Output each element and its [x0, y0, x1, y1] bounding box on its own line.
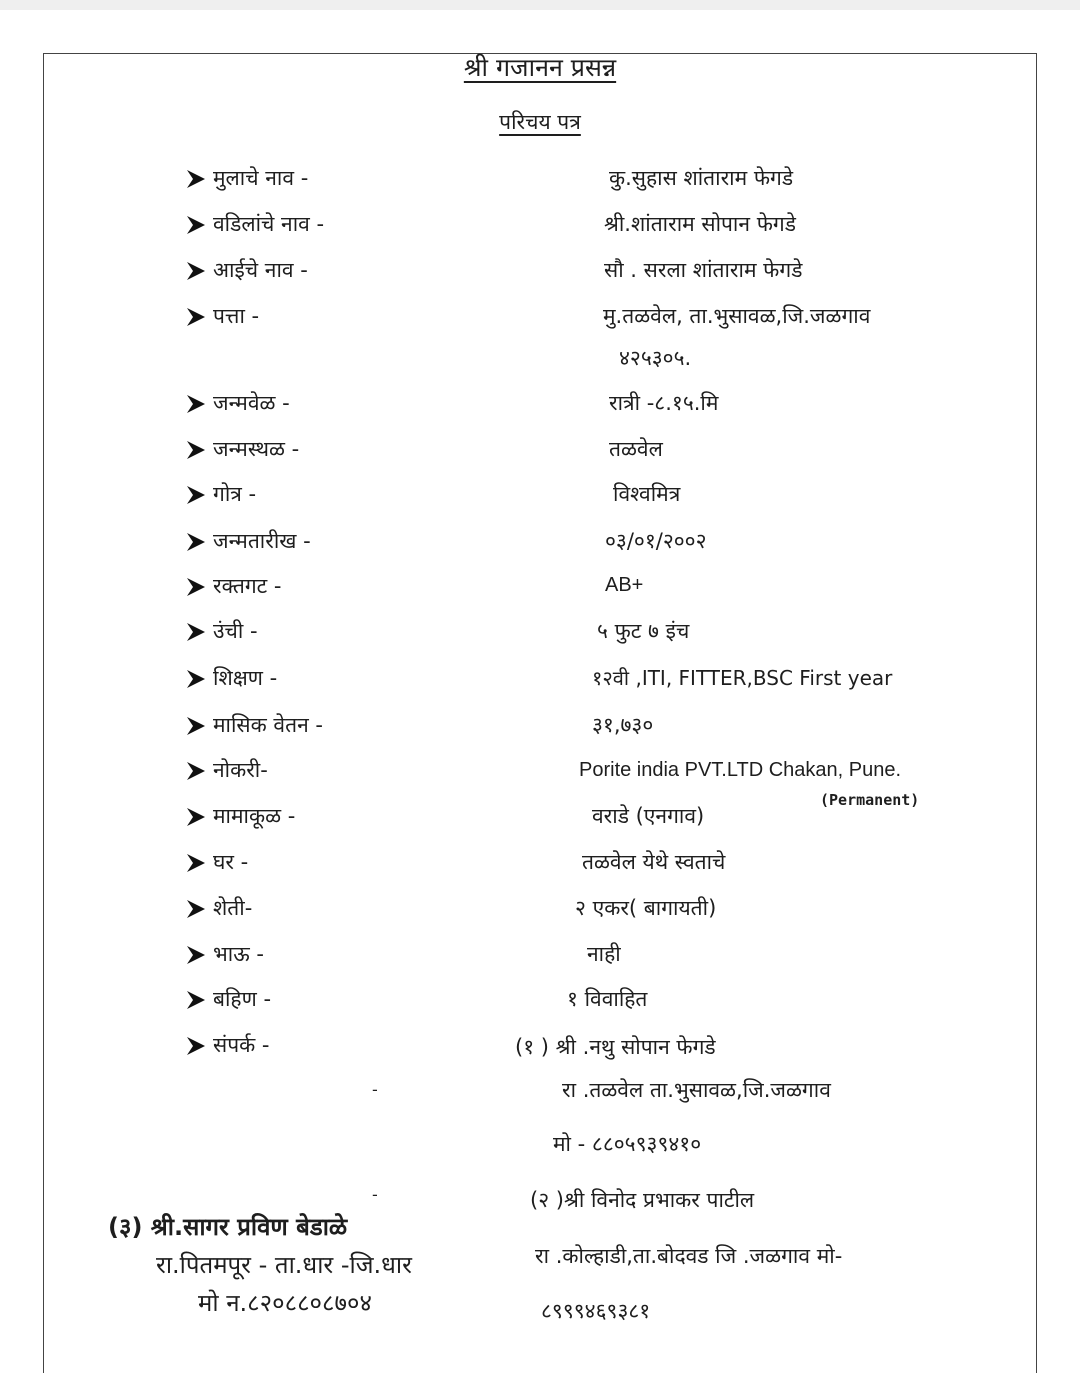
arrow-bullet-icon	[185, 760, 207, 782]
arrow-bullet-icon	[185, 214, 207, 236]
field-label: गोत्र -	[213, 482, 257, 506]
field-value: १ विवाहित	[567, 987, 648, 1011]
invocation-heading: श्री गजानन प्रसन्न	[463, 53, 617, 82]
field-row	[0, 260, 1080, 300]
field-label: उंची -	[213, 619, 258, 643]
field-label: मासिक वेतन -	[213, 713, 323, 737]
field-row	[0, 439, 1080, 479]
field-label: रक्तगट -	[213, 574, 282, 598]
field-label: भाऊ -	[213, 942, 264, 966]
contact-1-mobile: मो - ८८०५९३९४१०	[553, 1132, 702, 1156]
arrow-bullet-icon	[185, 484, 207, 506]
contact-1-address: रा .तळवेल ता.भुसावळ,जि.जळगाव	[562, 1078, 831, 1102]
field-value: नाही	[587, 942, 621, 966]
field-label: शिक्षण -	[213, 666, 278, 690]
arrow-bullet-icon	[185, 168, 207, 190]
field-label: पत्ता -	[213, 304, 260, 328]
arrow-bullet-icon	[185, 576, 207, 598]
field-row	[0, 898, 1080, 938]
arrow-bullet-icon	[185, 806, 207, 828]
field-row	[0, 989, 1080, 1029]
field-value: वराडे (एनगाव)	[592, 804, 705, 828]
arrow-bullet-icon	[185, 715, 207, 737]
contact-2-name: (२ )श्री विनोद प्रभाकर पाटील	[530, 1188, 755, 1212]
contact-1-name: (१ ) श्री .नथु सोपान फेगडे	[515, 1035, 716, 1059]
arrow-bullet-icon	[185, 439, 207, 461]
field-label: वडिलांचे नाव -	[213, 212, 325, 236]
field-row	[0, 484, 1080, 524]
employment-status-note: (Permanent)	[820, 791, 920, 809]
field-value: विश्वमित्र	[613, 482, 681, 506]
field-value: ३१,७३०	[592, 713, 654, 737]
contact-2-mobile: ८९९९४६९३८१	[541, 1299, 651, 1323]
contact-3-address: रा.पितमपूर - ता.धार -जि.धार	[156, 1251, 412, 1279]
field-row	[0, 168, 1080, 208]
arrow-bullet-icon	[185, 898, 207, 920]
field-label: जन्मस्थळ -	[213, 437, 300, 461]
field-value: ५ फुट ७ इंच	[597, 619, 690, 643]
field-value-pincode: ४२५३०५.	[619, 346, 692, 370]
field-label: नोकरी-	[213, 758, 268, 782]
arrow-bullet-icon	[185, 531, 207, 553]
contact-3-name: (३) श्री.सागर प्रविण बेडाळे	[108, 1213, 348, 1241]
arrow-bullet-icon	[185, 260, 207, 282]
contact-3-block	[108, 1208, 468, 1322]
field-value: मु.तळवेल, ता.भुसावळ,जि.जळगाव	[603, 304, 871, 328]
field-value: २ एकर( बागायती)	[575, 896, 717, 920]
field-value: रात्री -८.१५.मि	[609, 391, 719, 415]
document-title: परिचय पत्र	[499, 110, 581, 134]
field-label: जन्मतारीख -	[213, 529, 311, 553]
field-value: श्री.शांताराम सोपान फेगडे	[604, 212, 796, 236]
field-row	[0, 531, 1080, 571]
field-label: बहिण -	[213, 987, 272, 1011]
arrow-bullet-icon	[185, 989, 207, 1011]
arrow-bullet-icon	[185, 852, 207, 874]
arrow-bullet-icon	[185, 393, 207, 415]
stray-dash: -	[372, 1080, 378, 1099]
field-row	[0, 214, 1080, 254]
field-label: शेती-	[213, 896, 253, 920]
field-row	[0, 576, 1080, 616]
field-value: सौ . सरला शांताराम फेगडे	[604, 258, 803, 282]
arrow-bullet-icon	[185, 306, 207, 328]
field-value: कु.सुहास शांताराम फेगडे	[609, 166, 794, 190]
field-value: AB+	[605, 574, 644, 596]
contact-3-mobile: मो न.८२०८८०८७०४	[198, 1289, 372, 1317]
top-bar	[0, 0, 1080, 10]
field-row	[0, 852, 1080, 892]
stray-dash: -	[372, 1185, 378, 1204]
field-label: जन्मवेळ -	[213, 391, 290, 415]
arrow-bullet-icon	[185, 621, 207, 643]
field-label: आईचे नाव -	[213, 258, 308, 282]
field-value: Porite india PVT.LTD Chakan, Pune.	[579, 759, 902, 781]
arrow-bullet-icon	[185, 944, 207, 966]
field-label: घर -	[213, 850, 249, 874]
field-row	[0, 806, 1080, 846]
field-row	[0, 393, 1080, 433]
field-value: १२वी ,ITI, FITTER,BSC First year	[592, 666, 893, 690]
field-label: मामाकूळ -	[213, 804, 296, 828]
field-label: मुलाचे नाव -	[213, 166, 309, 190]
contact-2-address: रा .कोल्हाडी,ता.बोदवड जि .जळगाव मो-	[535, 1244, 843, 1268]
field-value: तळवेल	[609, 437, 663, 461]
arrow-bullet-icon	[185, 1035, 207, 1057]
field-label: संपर्क -	[213, 1033, 270, 1057]
field-row	[0, 621, 1080, 661]
field-value: ०३/०१/२००२	[605, 529, 707, 553]
field-row	[0, 715, 1080, 755]
field-row	[0, 668, 1080, 708]
field-row	[0, 944, 1080, 984]
arrow-bullet-icon	[185, 668, 207, 690]
field-row	[0, 304, 1080, 370]
field-value: तळवेल येथे स्वताचे	[582, 850, 726, 874]
